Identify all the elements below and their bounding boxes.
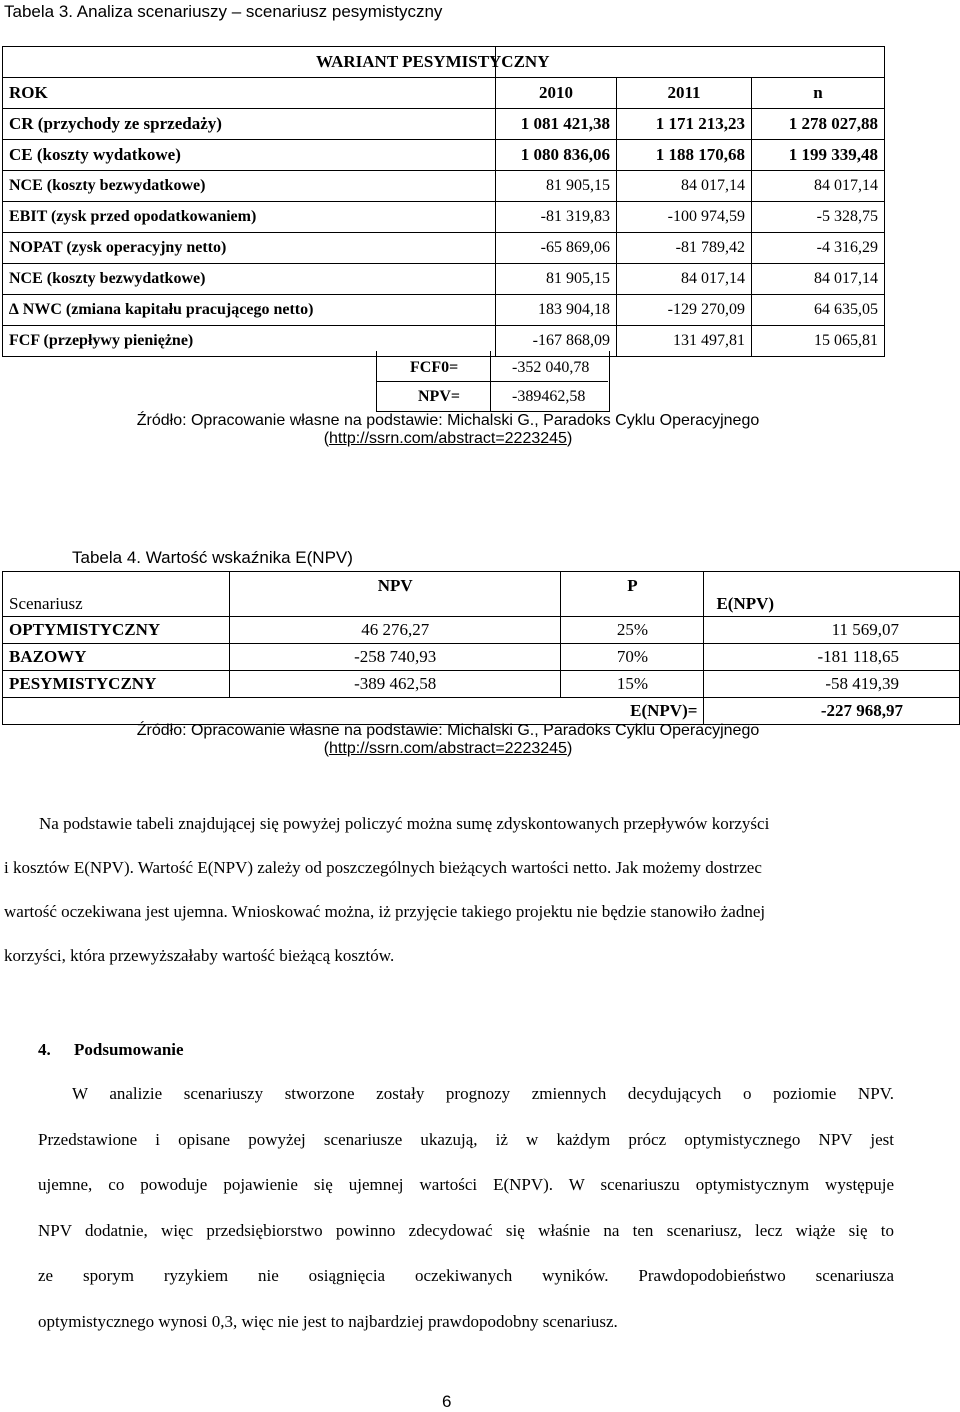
npv-label: NPV=: [418, 388, 460, 405]
table4-total-label: E(NPV)=: [561, 698, 704, 725]
table3-row: [3, 202, 885, 233]
table3-cell: -65 869,06: [496, 233, 617, 264]
paragraph-line: Przedstawione i opisane powyżej scenariusze ukazują, iż w każdym prócz optymistycznego NPV jest: [38, 1129, 894, 1149]
table3-source-line1: Źródło: Opracowanie własne na podstawie: Michalski G., Paradoks Cyklu Operacyjnego: [136, 412, 760, 429]
fcf0-value: -352 040,78: [512, 359, 590, 376]
table3-row: [3, 233, 885, 264]
paren-open: (: [323, 430, 330, 447]
table3-pessimistic-scenario: [2, 46, 885, 357]
table3-cell: 1 199 339,48: [752, 140, 885, 171]
paren-close: ): [566, 740, 573, 757]
table3-cell: 81 905,15: [496, 264, 617, 295]
table4-scenario: BAZOWY: [3, 644, 230, 671]
section-number: 4.: [38, 1040, 51, 1059]
table3-cell: 81 905,15: [496, 171, 617, 202]
table4-source-link[interactable]: http://ssrn.com/abstract=2223245: [329, 740, 567, 757]
table4-source-line2: [68, 740, 828, 758]
paragraph-enpv: [4, 802, 896, 978]
table4-p: 25%: [561, 617, 704, 644]
table4-npv: -258 740,93: [230, 644, 561, 671]
table4-total-value: -227 968,97: [704, 698, 960, 725]
npv-value: -389462,58: [512, 388, 586, 405]
table4-source-line1: Źródło: Opracowanie własne na podstawie: Michalski G., Paradoks Cyklu Operacyjnego: [136, 722, 760, 739]
table4-p: 15%: [561, 671, 704, 698]
table3-col-rok: ROK: [3, 78, 496, 109]
table4-scenario: PESYMISTYCZNY: [3, 671, 230, 698]
table3-row-label: FCF (przepływy pieniężne): [3, 326, 496, 357]
paren-close: ): [566, 430, 573, 447]
table3-row: [3, 109, 885, 140]
table3-cell: 1 171 213,23: [617, 109, 752, 140]
table3-variant-header: [316, 47, 885, 78]
table4-total-empty: [3, 698, 561, 725]
table3-row: [3, 171, 885, 202]
paragraph-line: Na podstawie tabeli znajdującej się powyżej policzyć można sumę zdyskontowanych przepływów korzyści: [39, 814, 770, 833]
paragraph-line: ujemne, co powoduje pojawienie się ujemnej wartości E(NPV). W scenariuszu optymistycznym występuje: [38, 1175, 894, 1194]
paren-open: (: [323, 740, 330, 757]
table3-row: [3, 295, 885, 326]
paragraph-line: wartość oczekiwana jest ujemna. Wnioskować można, iż przyjęcie takiego projektu nie będzie stanowiło żadnej: [4, 902, 766, 921]
table3-cell: 1 188 170,68: [617, 140, 752, 171]
fcf0-label: FCF0=: [410, 359, 459, 376]
paragraph-line: korzyści, która przewyższałaby wartość bieżącą kosztów.: [4, 946, 395, 965]
table3-cell: -100 974,59: [617, 202, 752, 233]
table3-row-label: CR (przychody ze sprzedaży): [3, 109, 496, 140]
table4-p: 70%: [561, 644, 704, 671]
table3-source-line2: [68, 430, 828, 448]
table4-enpv: -181 118,65: [704, 644, 960, 671]
table4-enpv: [2, 571, 960, 725]
table3-cell: -5 328,75: [752, 202, 885, 233]
table3-caption: Tabela 3. Analiza scenariuszy – scenariusz pesymistyczny: [4, 2, 443, 21]
section-title: Podsumowanie: [74, 1040, 184, 1059]
table3-cell: 64 635,05: [752, 295, 885, 326]
table3-row: [3, 140, 885, 171]
table4-scenario: OPTYMISTYCZNY: [3, 617, 230, 644]
table3-cell: 1 278 027,88: [752, 109, 885, 140]
table3-row-label: EBIT (zysk przed opodatkowaniem): [3, 202, 496, 233]
paragraph-line: optymistycznego wynosi 0,3, więc nie jest to najbardziej prawdopodobny scenariusz.: [38, 1311, 618, 1331]
paragraph-line: W analizie scenariuszy stworzone zostały prognozy zmiennych decydujących o poziomie NPV.: [72, 1084, 894, 1103]
table3-cell: -167 868,09: [496, 326, 617, 357]
table4-enpv: 11 569,07: [704, 617, 960, 644]
table3-cell: -129 270,09: [617, 295, 752, 326]
table3-cell: 84 017,14: [752, 171, 885, 202]
table3-row-label: NCE (koszty bezwydatkowe): [3, 264, 496, 295]
table4-row: [3, 617, 960, 644]
table3-cell: 15 065,81: [752, 326, 885, 357]
table4-total-row: [3, 698, 960, 725]
table3-source-link[interactable]: http://ssrn.com/abstract=2223245: [329, 430, 567, 447]
paragraph-summary: [38, 1071, 894, 1344]
table3-row: [3, 264, 885, 295]
table3-row-label: CE (koszty wydatkowe): [3, 140, 496, 171]
table3-col-n: n: [752, 78, 885, 109]
table4-col-scenario: Scenariusz: [3, 572, 230, 617]
table3-cell: 1 081 421,38: [496, 109, 617, 140]
table3-cell: -81 319,83: [496, 202, 617, 233]
paragraph-line: i kosztów E(NPV). Wartość E(NPV) zależy od poszczególnych bieżących wartości netto. Jak możemy dostrzec: [4, 858, 762, 877]
table3-summary-separator: [376, 381, 608, 382]
table3-variant-title: WARIANT PESYMISTYCZNY: [316, 52, 550, 71]
table3-cell: 1 080 836,06: [496, 140, 617, 171]
page-number: 6: [442, 1392, 452, 1411]
table3-col-2010: 2010: [496, 78, 617, 109]
table4-col-p: P: [561, 572, 704, 617]
table3-cell: 84 017,14: [617, 264, 752, 295]
table4-col-enpv: E(NPV): [704, 572, 960, 617]
table3-cell: 131 497,81: [617, 326, 752, 357]
table4-header-row: [3, 572, 960, 617]
table4-npv: -389 462,58: [230, 671, 561, 698]
table3-cell: -81 789,42: [617, 233, 752, 264]
table4-source: [68, 722, 828, 758]
table4-col-npv: NPV: [230, 572, 561, 617]
table3-cell: 183 904,18: [496, 295, 617, 326]
table3-row-label: ∆ NWC (zmiana kapitału pracującego netto): [3, 295, 496, 326]
table4-row: [3, 671, 960, 698]
table4-row: [3, 644, 960, 671]
table3-year-row: [3, 78, 885, 109]
table3-col-2011: 2011: [617, 78, 752, 109]
table4-npv: 46 276,27: [230, 617, 561, 644]
table3-cell: -4 316,29: [752, 233, 885, 264]
table3-source: [68, 412, 828, 448]
table3-cell: 84 017,14: [617, 171, 752, 202]
table3-header-row: [3, 47, 885, 78]
table4-enpv: -58 419,39: [704, 671, 960, 698]
paragraph-line: ze sporym ryzykiem nie osiągnięcia oczekiwanych wyników. Prawdopodobieństwo scenariusza: [38, 1266, 894, 1285]
table4-caption: Tabela 4. Wartość wskaźnika E(NPV): [72, 548, 353, 567]
table3-row-label: NCE (koszty bezwydatkowe): [3, 171, 496, 202]
table3-row-label: NOPAT (zysk operacyjny netto): [3, 233, 496, 264]
table3-cell: 84 017,14: [752, 264, 885, 295]
paragraph-line: NPV dodatnie, więc przedsiębiorstwo powinno zdecydować się właśnie na ten scenariusz, lecz wiąże się to: [38, 1220, 894, 1240]
